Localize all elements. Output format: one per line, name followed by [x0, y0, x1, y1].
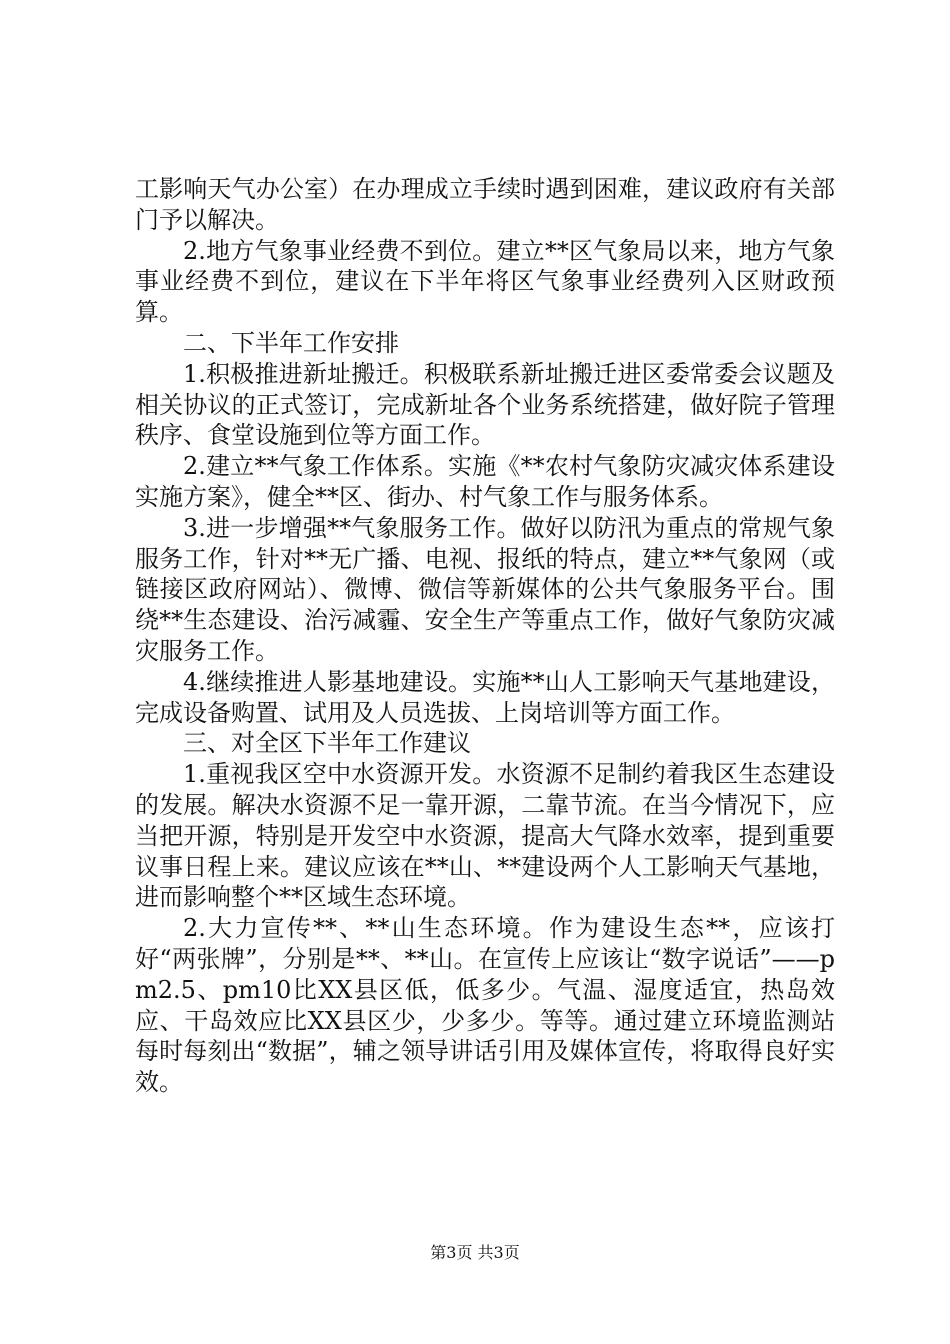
page-number-footer: 第3页 共3页 [430, 1243, 520, 1262]
section-heading-second-half-plan: 二、下半年工作安排 [183, 328, 399, 357]
paragraph-funding-issue: 2.地方气象事业经费不到位。建立**区气象局以来，地方气象事业经费不到位，建议在下半年将区气象事业经费列入区财政预算。 [135, 236, 835, 327]
section-heading-suggestions: 三、对全区下半年工作建议 [183, 729, 471, 758]
paragraph-weather-modification-base: 4.继续推进人影基地建设。实施**山人工影响天气基地建设，完成设备购置、试用及人员选拔、上岗培训等方面工作。 [135, 667, 835, 727]
document-body [135, 174, 835, 1098]
paragraph-water-resources: 1.重视我区空中水资源开发。水资源不足制约着我区生态建设的发展。解决水资源不足一靠开源，二靠节流。在当今情况下，应当把开源，特别是开发空中水资源，提高大气降水效率，提到重要议事日程上来。建议应该在**山、**建设两个人工影响天气基地，进而影响整个**区域生态环境。 [135, 760, 835, 912]
paragraph-ecology-promotion: 2.大力宣传**、**山生态环境。作为建设生态**，应该打好“两张牌”，分别是**、**山。在宣传上应该让“数字说话”——pm2.5、pm10比XX县区低，低多少。气温、湿度适宜，热岛效应、干岛效应比XX县区少，少多少。等等。通过建立环境监测站每时每刻出“数据”，辅之领导讲话引用及媒体宣传，将取得良好实效。 [135, 914, 835, 1097]
paragraph-weather-service: 3.进一步增强**气象服务工作。做好以防汛为重点的常规气象服务工作，针对**无广播、电视、报纸的特点，建立**气象网（或链接区政府网站）、微博、微信等新媒体的公共气象服务平台。围绕**生态建设、治污减霾、安全生产等重点工作，做好气象防灾减灾服务工作。 [135, 513, 835, 665]
paragraph-relocation: 1.积极推进新址搬迁。积极联系新址搬迁进区委常委会议题及相关协议的正式签订，完成新址各个业务系统搭建，做好院子管理秩序、食堂设施到位等方面工作。 [135, 359, 835, 450]
paragraph-work-system: 2.建立**气象工作体系。实施《**农村气象防灾减灾体系建设实施方案》，健全**区、街办、村气象工作与服务体系。 [135, 452, 835, 511]
paragraph-continuation: 工影响天气办公室）在办理成立手续时遇到困难，建议政府有关部门予以解决。 [135, 175, 835, 234]
